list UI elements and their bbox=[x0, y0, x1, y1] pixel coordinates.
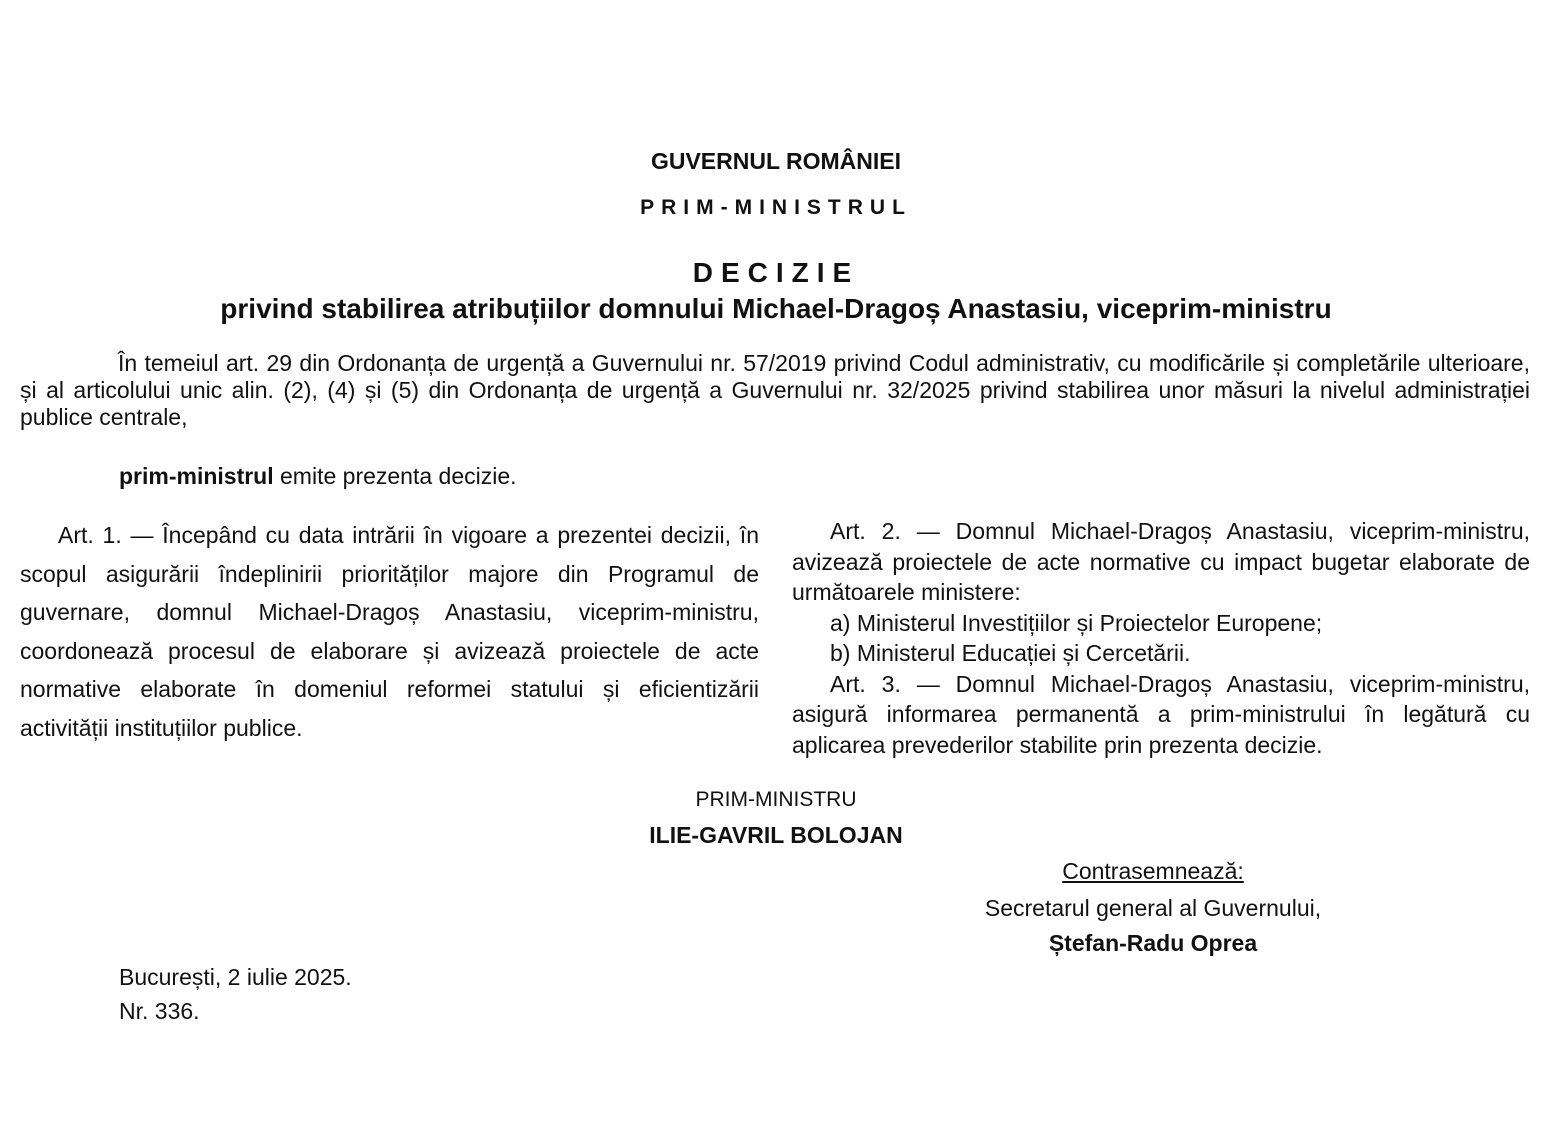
document-type-title: DECIZIE bbox=[692, 257, 860, 288]
article-2-item-b: b) Ministerul Educației și Cercetării. bbox=[830, 640, 1191, 666]
countersign-role: Secretarul general al Guvernului, bbox=[984, 895, 1322, 921]
issuing-text: emite prezenta decizie. bbox=[273, 463, 517, 489]
countersign-name: Ștefan-Radu Oprea bbox=[1048, 930, 1258, 956]
countersign-label: Contrasemnează: bbox=[1062, 858, 1244, 884]
issuer-name: prim-ministrul bbox=[119, 463, 274, 489]
issuing-clause bbox=[119, 463, 517, 490]
document-subject: privind stabilirea atribuțiilor domnului Michael-Dragoș Anastasiu, viceprim-ministru bbox=[220, 293, 1332, 324]
signatory-title: PRIM-MINISTRU bbox=[695, 788, 857, 811]
place-date: București, 2 iulie 2025. bbox=[119, 964, 352, 990]
article-2: Art. 2. — Domnul Michael-Dragoș Anastasiu, viceprim-ministru, avizează proiectele de acte normative cu impact bugetar elaborate de următoarele ministere: bbox=[792, 518, 1530, 605]
right-column bbox=[792, 516, 1530, 760]
signatory-name: ILIE-GAVRIL BOLOJAN bbox=[649, 822, 903, 848]
office-heading: PRIM-MINISTRUL bbox=[640, 196, 912, 219]
article-3: Art. 3. — Domnul Michael-Dragoș Anastasiu, viceprim-ministru, asigură informarea permanentă a prim-ministrului în legătură cu aplicarea prevederilor stabilite prin prezenta decizie. bbox=[792, 670, 1530, 758]
article-1: Art. 1. — Începând cu data intrării în vigoare a prezentei decizii, în scopul asigurării îndeplinirii priorităților majore din Programul de guvernare, domnul Michael-Dragoș Anastasiu, viceprim-ministru, coordonează procesul de elaborare și avizează proiectele de acte normative elaborate în domeniul reformei statului și eficientizării activității instituțiilor publice. bbox=[20, 522, 759, 741]
decision-number: Nr. 336. bbox=[119, 998, 200, 1024]
preamble-paragraph: În temeiul art. 29 din Ordonanța de urgență a Guvernului nr. 57/2019 privind Codul administrativ, cu modificările și completările ulterioare, și al articolului unic alin. (2), (4) și (5) din Ordonanța de urgență a Guvernului nr. 32/2025 privind stabilirea unor măsuri la nivelul administrației publice centrale, bbox=[20, 350, 1530, 430]
government-heading: GUVERNUL ROMÂNIEI bbox=[650, 148, 902, 174]
article-2-item-a: a) Ministerul Investițiilor și Proiectelor Europene; bbox=[830, 609, 1323, 636]
